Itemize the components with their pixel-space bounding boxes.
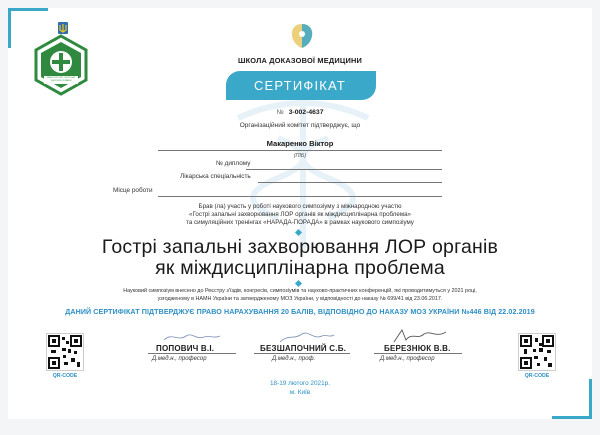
event-city: м. Київ — [289, 389, 311, 396]
logo-text-bottom: ЗДОРОВ'Я УКРАЇНИ — [50, 80, 72, 82]
field-workplace-line — [158, 196, 442, 197]
signature-3-name: БЕРЕЗНЮК В.В. — [384, 344, 451, 353]
event-dates: 18-19 лютого 2021р. — [270, 380, 330, 387]
signature-1-role: Д.мед.н., професор — [152, 356, 207, 362]
recipient-name: Макаренко Віктор — [266, 139, 334, 148]
qr-code-right-icon — [518, 333, 556, 371]
points-notice: ДАНИЙ СЕРТИФІКАТ ПІДТВЕРДЖУЄ ПРАВО НАРАХУВАННЯ 20 БАЛІВ, ВІДПОВІДНО ДО НАКАЗУ МОЗ УКРАЇНИ №446 ВІД 22.02.2019 — [65, 308, 535, 316]
signature-3-icon — [390, 328, 450, 344]
signature-2-icon — [276, 330, 336, 344]
field-diploma-label: № диплому — [216, 160, 251, 167]
participation-line-2: «Гострі запальні захворювання ЛОР органів як міждисциплінарна проблема» — [189, 211, 411, 218]
participation-line-3: та симуляційних тренінгах «НАРАДА-ПОРАДА» в рамках наукового симпозіуму — [186, 219, 414, 226]
certificate-title: СЕРТИФІКАТ — [253, 78, 347, 93]
school-name: ШКОЛА ДОКАЗОВОЇ МЕДИЦИНИ — [237, 56, 363, 65]
certificate-page — [8, 8, 592, 419]
recipient-line — [158, 150, 442, 151]
main-title-line-2: як міждисциплінарна проблема — [155, 257, 445, 279]
registry-line-1: Науковий симпозіум внесено до Реєстру з'їздів, конгресів, симпозіумів та науково-практичних конференцій, які проводитимуться у 2021 році, — [123, 288, 477, 294]
diamond-divider-bottom — [295, 280, 302, 287]
recipient-hint: (ПІБ) — [293, 153, 307, 159]
field-diploma — [158, 160, 442, 170]
corner-accent-bottom-right-h — [552, 416, 592, 419]
qr-code-left-icon — [46, 333, 84, 371]
signature-3-role: Д.мед.н., професор — [380, 356, 435, 362]
head-profile-icon — [288, 22, 316, 52]
certificate-number-row — [8, 109, 592, 116]
number-prefix: № — [276, 109, 284, 116]
signature-1-name: ПОПОВИЧ В.І. — [156, 344, 215, 353]
qr-label-right: QR-CODE — [524, 373, 550, 379]
signature-2-role: Д.мед.н., проф. — [272, 356, 316, 362]
signature-2-name: БЕЗШАПОЧНИЙ С.Б. — [260, 344, 347, 353]
signature-1-line — [148, 353, 236, 354]
logo-text-top: МІНІСТЕРСТВО ОХОРОНИ — [47, 77, 75, 79]
certificate-number: 3-002-4637 — [288, 109, 324, 116]
qr-label-left: QR-CODE — [52, 373, 78, 379]
corner-accent-top-left — [8, 8, 11, 48]
committee-text: Організаційний комітет підтверджує, що — [239, 122, 361, 129]
signature-3-line — [374, 353, 462, 354]
registry-line-2: узгодженому в НАМН України та затвердженому МОЗ України, у відповідності до наказу № 699/41 від 23.06.2017. — [157, 296, 443, 302]
main-title-line-1: Гострі запальні захворювання ЛОР органів — [101, 236, 499, 258]
signature-2-line — [254, 353, 350, 354]
field-workplace-label: Місце роботи — [113, 187, 153, 194]
participation-line-1: Брав (ла) участь у роботі наукового симпозіуму з міжнародною участю — [198, 203, 402, 210]
field-workplace — [113, 187, 442, 197]
trident-icon — [58, 22, 68, 34]
corner-accent-top-left-h — [8, 8, 48, 11]
field-specialty — [158, 173, 442, 183]
field-specialty-line — [258, 182, 442, 183]
field-diploma-line — [246, 169, 442, 170]
field-specialty-label: Лікарська спеціальність — [180, 173, 251, 180]
signature-1-icon — [162, 330, 222, 344]
